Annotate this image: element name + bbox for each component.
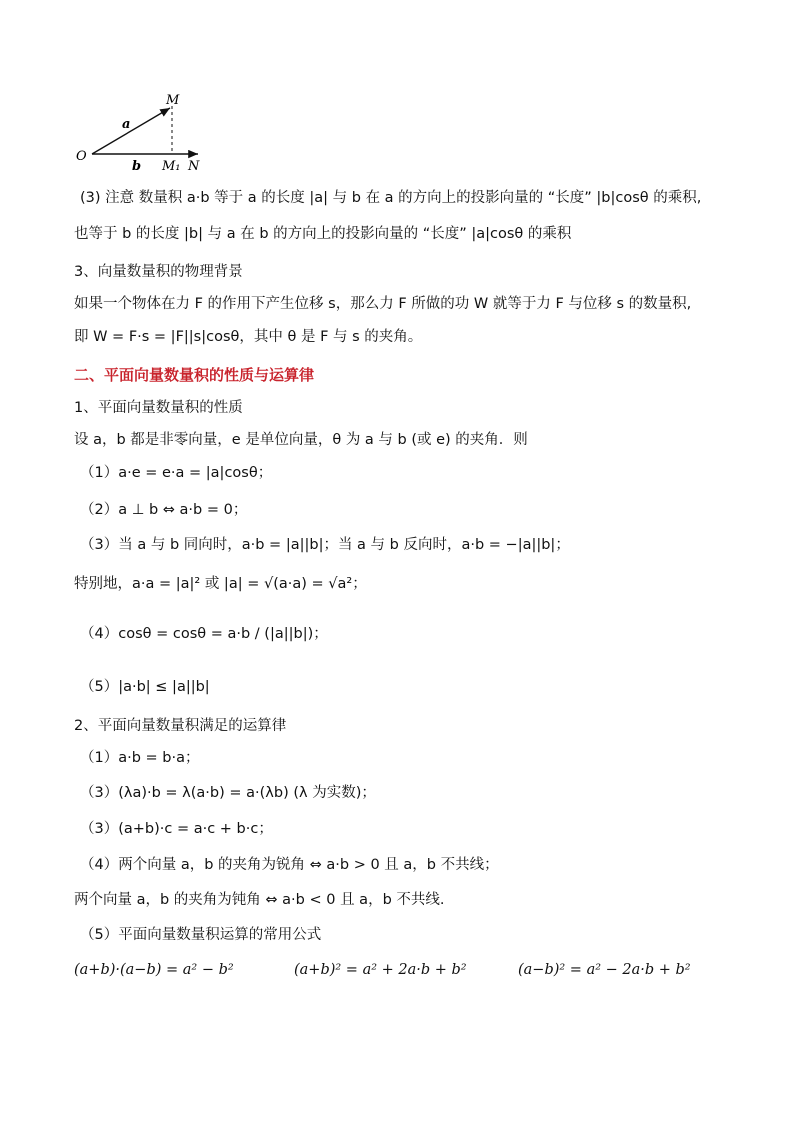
text-line-work-definition-1: 如果一个物体在力 F 的作用下产生位移 s，那么力 F 所做的功 W 就等于力 F 与位移 s 的数量积, <box>74 296 692 312</box>
subheading-operation-laws: 2、平面向量数量积满足的运算律 <box>74 718 287 734</box>
label-M: M <box>166 93 180 108</box>
label-O: O <box>76 149 87 164</box>
law-2: （3）(λa)·b = λ(a·b) = a·(λb) (λ 为实数)； <box>80 785 376 801</box>
law-4-acute: （4）两个向量 a，b 的夹角为锐角 ⇔ a·b > 0 且 a，b 不共线； <box>80 857 499 873</box>
law-3: （3）(a+b)·c = a·c + b·c； <box>80 821 273 837</box>
property-2: （2）a ⊥ b ⇔ a·b = 0； <box>80 502 248 518</box>
property-4: （4）cosθ = cosθ = a·b / (|a||b|)； <box>80 626 328 642</box>
property-1: （1）a·e = e·a = |a|cosθ； <box>80 465 273 481</box>
property-5: （5）|a·b| ≤ |a||b| <box>80 679 210 695</box>
text-line-inner-product-note-2: 也等于 b 的长度 |b| 与 a 在 b 的方向上的投影向量的 “长度” |a|cosθ 的乘积 <box>74 226 572 242</box>
property-special: 特别地，a·a = |a|² 或 |a| = √(a·a) = √a²； <box>74 576 367 592</box>
section-heading-properties: 二、平面向量数量积的性质与运算律 <box>74 366 315 384</box>
text-line-work-definition-2: 即 W = F·s = |F||s|cosθ，其中 θ 是 F 与 s 的夹角。 <box>74 329 423 345</box>
label-N: N <box>188 159 200 174</box>
label-M1: M₁ <box>162 159 181 174</box>
heading-physical-background: 3、向量数量积的物理背景 <box>74 264 243 280</box>
property-3: （3）当 a 与 b 同向时，a·b = |a||b|；当 a 与 b 反向时，a·b = −|a||b|； <box>80 537 570 553</box>
projection-diagram <box>72 88 212 178</box>
law-4-obtuse: 两个向量 a，b 的夹角为钝角 ⇔ a·b < 0 且 a，b 不共线. <box>74 892 445 908</box>
law-1: （1）a·b = b·a； <box>80 750 200 766</box>
subheading-common-formulas: （5）平面向量数量积运算的常用公式 <box>80 927 322 943</box>
formula-square-of-difference: (a−b)² = a² − 2a·b + b² <box>518 962 691 978</box>
formula-difference-of-squares: (a+b)·(a−b) = a² − b² <box>74 962 234 978</box>
formula-square-of-sum: (a+b)² = a² + 2a·b + b² <box>294 962 467 978</box>
label-b: b <box>132 159 142 174</box>
label-a: a <box>122 117 131 132</box>
text-line-inner-product-note-1: (3) 注意 数量积 a·b 等于 a 的长度 |a| 与 b 在 a 的方向上的投影向量的 “长度” |b|cosθ 的乘积, <box>80 190 702 206</box>
text-line-setup: 设 a，b 都是非零向量，e 是单位向量，θ 为 a 与 b (或 e) 的夹角．则 <box>74 432 528 448</box>
vector-a-arrow <box>92 108 170 154</box>
subheading-properties: 1、平面向量数量积的性质 <box>74 400 243 416</box>
